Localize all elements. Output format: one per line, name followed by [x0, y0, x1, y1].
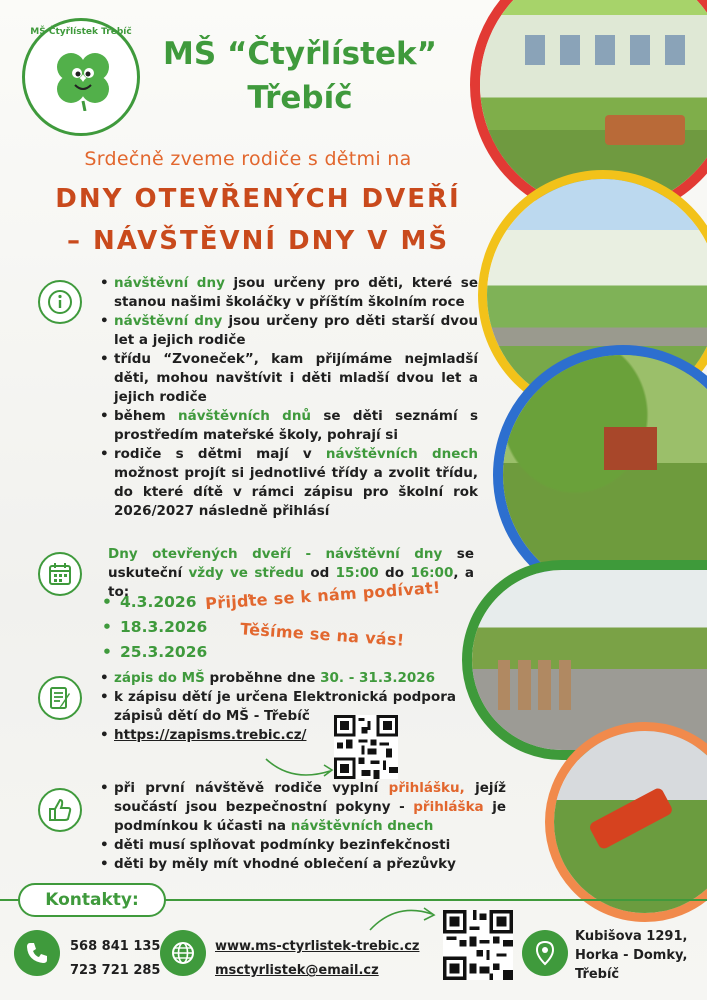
- headline-line1: DNY OTEVŘENÝCH DVEŘÍ: [55, 184, 461, 214]
- form-icon: [38, 676, 82, 720]
- website-link[interactable]: www.ms-ctyrlistek-trebic.cz: [215, 939, 420, 954]
- school-town: Třebíč: [247, 80, 353, 116]
- phone-icon: [14, 930, 60, 976]
- email-link[interactable]: msctyrlistek@email.cz: [215, 963, 379, 978]
- logo: [22, 18, 140, 136]
- address: [575, 927, 687, 984]
- list-item: • během návštěvních dnů se děti seznámí s prostředím mateřské školy, pohrají si: [96, 407, 478, 445]
- list-item: • děti by měly mít vhodné oblečení a přezůvky: [96, 855, 506, 874]
- address-street: Kubišova 1291,: [575, 929, 688, 944]
- cta-come-visit: Přijďte se k nám podívat!: [204, 577, 442, 614]
- list-item: • zápis do MŠ proběhne dne 30. - 31.3.2026: [96, 669, 478, 688]
- phone-numbers: [70, 935, 160, 983]
- list-item: • k zápisu dětí je určena Elektronická podpora zápisů dětí do MŠ - Třebíč: [96, 688, 456, 726]
- phone-2[interactable]: 723 721 285: [70, 963, 161, 978]
- qr-code-registration[interactable]: [334, 715, 398, 779]
- list-item: • návštěvní dny jsou určeny pro děti, které se stanou našimi školáčky v příštím školním roce: [96, 274, 478, 312]
- dates-list: [98, 590, 207, 665]
- headline-line2: – NÁVŠTĚVNÍ DNY V MŠ: [66, 226, 450, 256]
- info-icon: [38, 280, 82, 324]
- cta-look-forward: Těšíme se na vás!: [239, 619, 406, 650]
- list-item: • třídu “Zvoneček”, kam přijímáme nejmladší děti, mohou navštívit i děti mladší dvou let a jejich rodiče: [96, 350, 478, 407]
- list-item: • děti musí splňovat podmínky bezinfekčnosti: [96, 836, 506, 855]
- calendar-icon: [38, 552, 82, 596]
- date-item: • 4.3.2026: [98, 590, 207, 615]
- rules-list: [96, 779, 506, 874]
- phone-1[interactable]: 568 841 135: [70, 939, 161, 954]
- date-item: • 18.3.2026: [98, 615, 207, 640]
- contacts-label: Kontakty:: [18, 883, 166, 917]
- qr-code-website[interactable]: [443, 910, 513, 980]
- list-item: • návštěvní dny jsou určeny pro děti starší dvou let a jejich rodiče: [96, 312, 478, 350]
- logo-text: MŠ Čtyřlístek Třebíč: [30, 27, 132, 37]
- map-pin-icon: [522, 930, 568, 976]
- list-item: • při první návštěvě rodiče vyplní přihlášku, jejíž součástí jsou bezpečnostní pokyny - přihláška je podmínkou k účasti na návštěvních dnech: [96, 779, 506, 836]
- globe-icon: [160, 930, 206, 976]
- arrow-icon: [366, 900, 446, 935]
- photo-slide: [545, 722, 707, 922]
- address-area: Horka - Domky,: [575, 948, 688, 963]
- registration-list: [96, 669, 478, 745]
- clover-icon: [55, 49, 111, 111]
- open-days-intro: Dny otevřených dveří - návštěvní dny se uskuteční vždy ve středu od 15:00 do 16:00, a to:: [108, 546, 474, 600]
- web-contacts: [215, 935, 419, 983]
- address-city: Třebíč: [575, 967, 620, 982]
- thumbs-up-icon: [38, 788, 82, 832]
- school-title: MŠ “Čtyřlístek”: [163, 36, 437, 72]
- list-item: [96, 726, 478, 745]
- registration-link[interactable]: https://zapisms.trebic.cz/: [114, 727, 307, 743]
- list-item: • rodiče s dětmi mají v návštěvních dnech možnost projít si jednotlivé třídy a zvolit třídu, do které dítě v rámci zápisu pro školní rok 2026/2027 následně přihlásí: [96, 445, 478, 521]
- date-item: • 25.3.2026: [98, 640, 207, 665]
- invite-text: Srdečně zveme rodiče s dětmi na: [84, 148, 412, 170]
- info-list: [96, 274, 478, 521]
